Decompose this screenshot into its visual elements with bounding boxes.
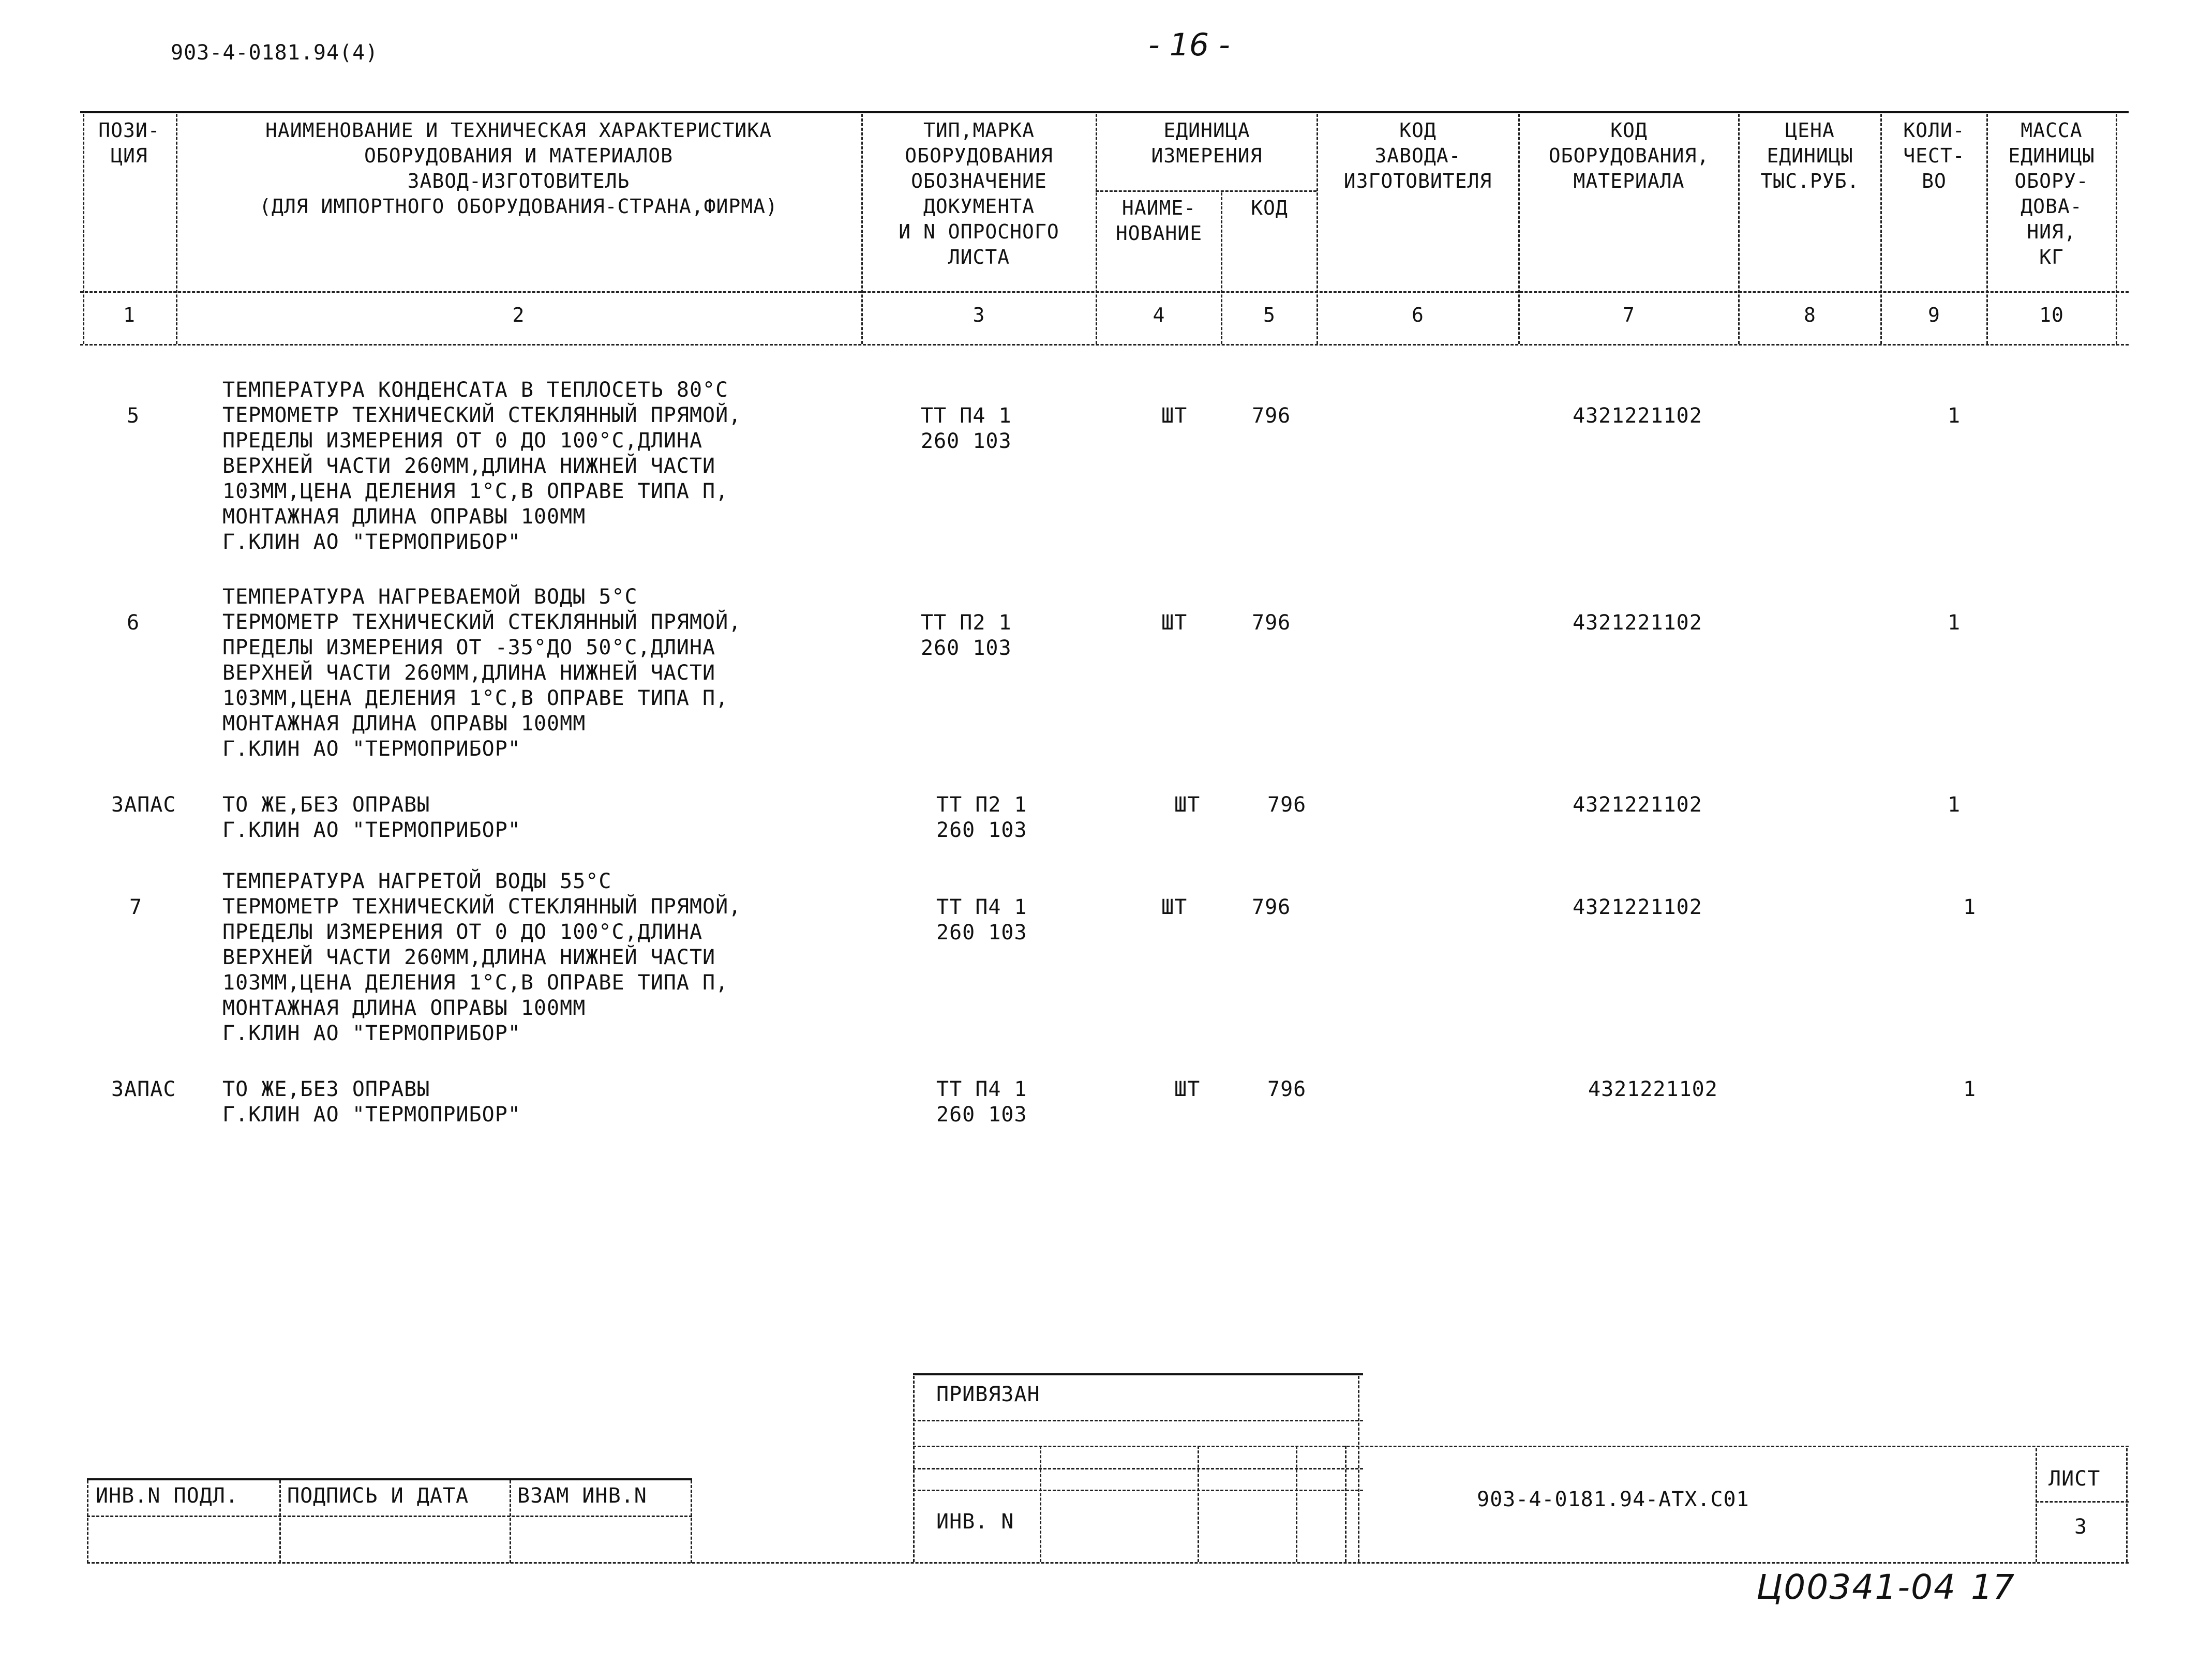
row-unit: ШТ	[1161, 404, 1188, 428]
header-unit-name: НАИМЕ- НОВАНИЕ	[1115, 197, 1203, 245]
col-number: 7	[1623, 304, 1635, 326]
row-position: 7	[129, 895, 143, 919]
signature-bottom-rule	[87, 1562, 2129, 1564]
signature-top-rule	[87, 1478, 692, 1480]
row-equipment-code: 4321221102	[1573, 793, 1702, 817]
row-description: ТО ЖЕ,БЕЗ ОПРАВЫ Г.КЛИН АО "ТЕРМОПРИБОР"	[222, 793, 521, 842]
stamp-divider	[1198, 1446, 1199, 1562]
signature-divider	[279, 1480, 281, 1563]
header-price: ЦЕНА ЕДИНИЦЫ ТЫС.РУБ.	[1760, 119, 1860, 192]
row-equipment-code: 4321221102	[1588, 1077, 1718, 1101]
table-numbers-bottom-rule	[80, 344, 2129, 346]
header-unit-code: КОД	[1251, 197, 1288, 219]
signature-divider	[87, 1480, 88, 1563]
row-unit: ШТ	[1161, 611, 1188, 635]
col-number: 2	[512, 304, 525, 326]
col-number: 4	[1153, 304, 1165, 326]
col-number: 9	[1928, 304, 1940, 326]
sheet-rule	[2036, 1501, 2129, 1503]
inv-label: ИНВ.N ПОДЛ.	[96, 1484, 238, 1508]
table-header-bottom-rule	[80, 291, 2129, 293]
col-divider	[1518, 114, 1520, 344]
sheet-divider	[2036, 1448, 2037, 1562]
header-type: ТИП,МАРКА ОБОРУДОВАНИЯ ОБОЗНАЧЕНИЕ ДОКУМЕНТА И N ОПРОСНОГО ЛИСТА	[899, 119, 1059, 268]
row-type: ТТ П4 1 260 103	[921, 404, 1012, 453]
stamp-rule	[913, 1446, 2129, 1447]
row-description: ТЕМПЕРАТУРА НАГРЕТОЙ ВОДЫ 55°С ТЕРМОМЕТР ТЕХНИЧЕСКИЙ СТЕКЛЯННЫЙ ПРЯМОЙ, ПРЕДЕЛЫ ИЗМЕРЕНИЯ ОТ 0 ДО 100°С,ДЛИНА ВЕРХНЕЙ ЧАСТИ 260ММ,ДЛИНА НИЖНЕЙ ЧАСТИ 103ММ,ЦЕНА ДЕЛЕНИЯ 1°С,В ОПРАВЕ ТИПА П, МОНТАЖНАЯ ДЛИНА ОПРАВЫ 100ММ Г.КЛИН АО "ТЕРМОПРИБОР"	[222, 869, 742, 1045]
col-number: 6	[1412, 304, 1424, 326]
stamp-inv2-label: ИНВ. N	[936, 1510, 1014, 1534]
row-quantity: 1	[1948, 793, 1961, 817]
row-unit: ШТ	[1174, 1077, 1201, 1101]
col-divider	[1738, 114, 1740, 344]
col-number: 8	[1804, 304, 1816, 326]
stamp-doc-code: 903-4-0181.94-АТХ.С01	[1477, 1488, 1749, 1511]
row-quantity: 1	[1948, 611, 1961, 635]
stamp-divider	[1040, 1446, 1041, 1562]
row-unit: ШТ	[1161, 895, 1188, 919]
stamp-divider	[1358, 1376, 1359, 1562]
row-unit-code: 796	[1252, 404, 1291, 428]
row-equipment-code: 4321221102	[1573, 611, 1702, 635]
col-divider	[1221, 192, 1222, 344]
stamp-top-rule	[913, 1373, 1363, 1375]
col-divider	[1317, 114, 1318, 344]
stamp-divider	[913, 1376, 915, 1562]
col-divider	[176, 114, 177, 344]
col-divider	[83, 114, 84, 344]
row-type: ТТ П4 1 260 103	[936, 1077, 1027, 1127]
row-type: ТТ П4 1 260 103	[936, 895, 1027, 944]
row-unit-code: 796	[1252, 895, 1291, 919]
col-number: 10	[2039, 304, 2064, 326]
row-position: 6	[127, 611, 140, 635]
col-divider	[1986, 114, 1988, 344]
col-number: 1	[123, 304, 136, 326]
header-unit: ЕДИНИЦА ИЗМЕРЕНИЯ	[1151, 119, 1263, 167]
row-unit-code: 796	[1267, 793, 1307, 817]
header-description: НАИМЕНОВАНИЕ И ТЕХНИЧЕСКАЯ ХАРАКТЕРИСТИКА ОБОРУДОВАНИЯ И МАТЕРИАЛОВ ЗАВОД-ИЗГОТОВИТЕЛЬ (ДЛЯ ИМПОРТНОГО ОБОРУДОВАНИЯ-СТРАНА,ФИРМА)	[259, 119, 778, 218]
row-description: ТЕМПЕРАТУРА КОНДЕНСАТА В ТЕПЛОСЕТЬ 80°С ТЕРМОМЕТР ТЕХНИЧЕСКИЙ СТЕКЛЯННЫЙ ПРЯМОЙ, ПРЕДЕЛЫ ИЗМЕРЕНИЯ ОТ 0 ДО 100°С,ДЛИНА ВЕРХНЕЙ ЧАСТИ 260ММ,ДЛИНА НИЖНЕЙ ЧАСТИ 103ММ,ЦЕНА ДЕЛЕНИЯ 1°С,В ОПРАВЕ ТИПА П, МОНТАЖНАЯ ДЛИНА ОПРАВЫ 100ММ Г.КЛИН АО "ТЕРМОПРИБОР"	[222, 378, 742, 554]
handwritten-sheet-number: 17	[1971, 1567, 2014, 1607]
stamp-bound-label: ПРИВЯЗАН	[936, 1383, 1040, 1406]
col-divider	[861, 114, 863, 344]
row-description: ТО ЖЕ,БЕЗ ОПРАВЫ Г.КЛИН АО "ТЕРМОПРИБОР"	[222, 1077, 521, 1127]
col-divider	[1096, 114, 1097, 344]
page-number: - 16 -	[1148, 27, 1230, 63]
signature-label: ПОДПИСЬ И ДАТА	[287, 1484, 469, 1508]
col-number: 5	[1263, 304, 1276, 326]
unit-subheader-rule	[1096, 190, 1317, 192]
sheet-number: 3	[2074, 1515, 2088, 1539]
document-code: 903-4-0181.94(4)	[171, 41, 379, 65]
header-quantity: КОЛИ- ЧЕСТ- ВО	[1903, 119, 1965, 192]
row-unit-code: 796	[1267, 1077, 1307, 1101]
row-unit: ШТ	[1174, 793, 1201, 817]
col-divider	[1880, 114, 1882, 344]
header-equipment-code: КОД ОБОРУДОВАНИЯ, МАТЕРИАЛА	[1548, 119, 1710, 192]
stamp-divider	[1296, 1446, 1297, 1562]
handwritten-archive-code: Ц00341-04	[1756, 1567, 1956, 1607]
header-mass: МАССА ЕДИНИЦЫ ОБОРУ- ДОВА- НИЯ, КГ	[2008, 119, 2095, 268]
signature-mid-rule	[87, 1516, 692, 1517]
signature-divider	[691, 1480, 692, 1563]
row-position: ЗАПАС	[111, 1077, 176, 1101]
col-number: 3	[973, 304, 985, 326]
sheet-divider	[2126, 1448, 2128, 1562]
col-divider	[2116, 114, 2117, 344]
stamp-divider	[1345, 1446, 1347, 1562]
signature-divider	[510, 1480, 511, 1563]
stamp-rule	[913, 1420, 1363, 1421]
row-quantity: 1	[1963, 895, 1977, 919]
row-equipment-code: 4321221102	[1573, 404, 1702, 428]
row-quantity: 1	[1948, 404, 1961, 428]
row-description: ТЕМПЕРАТУРА НАГРЕВАЕМОЙ ВОДЫ 5°С ТЕРМОМЕТР ТЕХНИЧЕСКИЙ СТЕКЛЯННЫЙ ПРЯМОЙ, ПРЕДЕЛЫ ИЗМЕРЕНИЯ ОТ -35°ДО 50°С,ДЛИНА ВЕРХНЕЙ ЧАСТИ 260ММ,ДЛИНА НИЖНЕЙ ЧАСТИ 103ММ,ЦЕНА ДЕЛЕНИЯ 1°С,В ОПРАВЕ ТИПА П, МОНТАЖНАЯ ДЛИНА ОПРАВЫ 100ММ Г.КЛИН АО "ТЕРМОПРИБОР"	[222, 585, 742, 761]
row-unit-code: 796	[1252, 611, 1291, 635]
row-position: 5	[127, 404, 140, 428]
row-equipment-code: 4321221102	[1573, 895, 1702, 919]
table-top-rule	[80, 111, 2129, 113]
row-quantity: 1	[1963, 1077, 1977, 1101]
replace-label: ВЗАМ ИНВ.N	[517, 1484, 647, 1508]
row-type: ТТ П2 1 260 103	[936, 793, 1027, 842]
row-position: ЗАПАС	[111, 793, 176, 817]
header-position: ПОЗИ- ЦИЯ	[98, 119, 160, 167]
sheet-label: ЛИСТ	[2048, 1467, 2101, 1491]
header-factory-code: КОД ЗАВОДА- ИЗГОТОВИТЕЛЯ	[1343, 119, 1492, 192]
row-type: ТТ П2 1 260 103	[921, 611, 1012, 660]
